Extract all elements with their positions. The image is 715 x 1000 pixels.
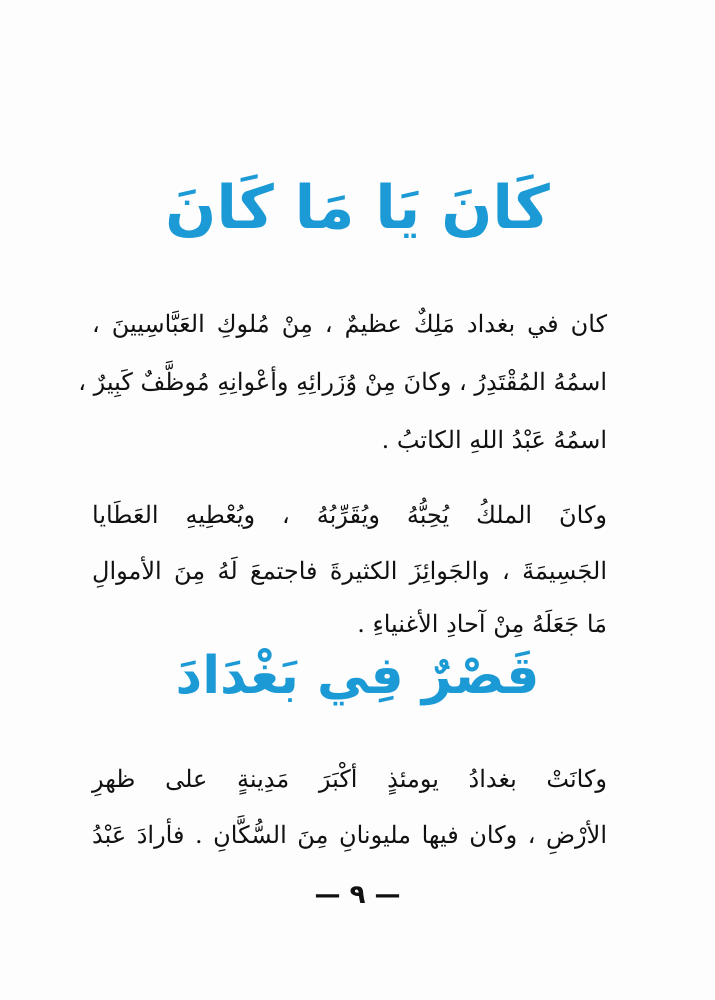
page-number: — ٩ — — [314, 880, 401, 910]
section-heading: قَصْرٌ فِي بَغْدَادَ — [175, 646, 540, 706]
text-line: وكانَ الملكُ يُحِبُّهُ ويُقَرِّبُهُ ، ويُعْطِيهِ العَطَايا — [92, 501, 607, 529]
chapter-heading: كَانَ يَا مَا كَانَ — [165, 173, 550, 243]
text-line: مَا جَعَلَهُ مِنْ آحادِ الأغنياءِ . — [357, 610, 607, 638]
text-line: اسمُهُ المُقْتَدِرُ ، وكانَ مِنْ وُزَرائِهِ وأعْوانِهِ مُوظَّفٌ كَبِيرٌ ، — [78, 368, 607, 396]
text-line: كان في بغداد مَلِكٌ عظيمٌ ، مِنْ مُلوكِ العَبَّاسِيينَ ، — [92, 310, 607, 338]
text-line: الجَسِيمَةَ ، والجَوائِزَ الكثيرةَ فاجتمعَ لَهُ مِنَ الأموالِ — [92, 557, 607, 585]
text-line: الأرْضِ ، وكان فيها مليونانِ مِنَ السُّكَّانِ . فأرادَ عَبْدُ — [92, 821, 607, 849]
text-line: اسمُهُ عَبْدُ اللهِ الكاتبُ . — [381, 426, 607, 454]
text-line: وكانَتْ بغدادُ يومئذٍ أكْبَرَ مَدِينةٍ على ظهرِ — [92, 765, 607, 793]
